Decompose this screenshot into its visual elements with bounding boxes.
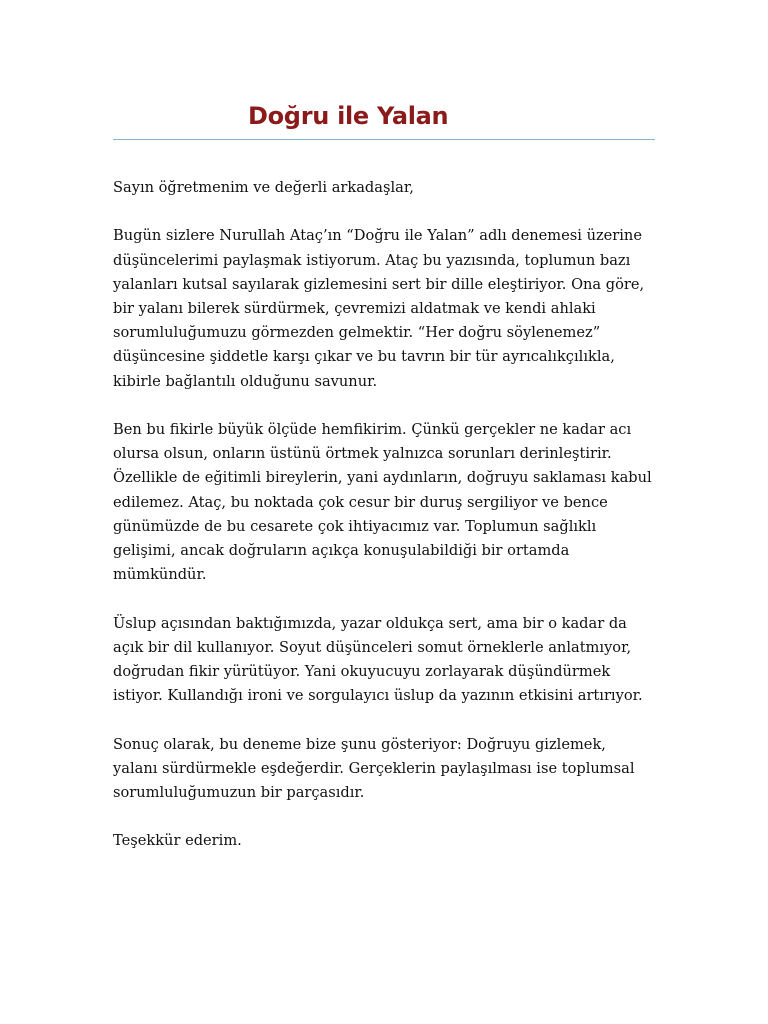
document-body: [113, 176, 661, 878]
text-line: Teşekkür ederim.: [113, 832, 242, 850]
text-line: yalanları kutsal sayılarak gizlemesini sert bir dille eleştiriyor. Ona göre,: [113, 275, 645, 293]
text-line: istiyor. Kullandığı ironi ve sorgulayıcı üslup da yazının etkisini artırıyor.: [113, 687, 643, 705]
text-line: bir yalanı bilerek sürdürmek, çevremizi aldatmak ve kendi ahlaki: [113, 300, 596, 317]
paragraph-greeting: [113, 176, 661, 200]
text-line: yalanı sürdürmekle eşdeğerdir. Gerçeklerin paylaşılması ise toplumsal: [113, 759, 635, 777]
text-line: edilemez. Ataç, bu noktada çok cesur bir duruş sergiliyor ve bence: [113, 493, 608, 511]
paragraph-introduction: [113, 224, 661, 393]
paragraph-closing: [113, 829, 661, 853]
text-line: günümüzde de bu cesarete çok ihtiyacımız var. Toplumun sağlıklı: [113, 517, 597, 535]
text-line: gelişimi, ancak doğruların açıkça konuşulabildiği bir ortamda: [113, 542, 570, 560]
document-title: Doğru ile Yalan: [248, 102, 449, 130]
paragraph-conclusion: [113, 733, 661, 806]
text-line: Üslup açısından baktığımızda, yazar oldukça sert, ama bir o kadar da: [113, 614, 627, 632]
paragraph-style: [113, 612, 661, 709]
text-line: olursa olsun, onların üstünü örtmek yalnızca sorunları derinleştirir.: [113, 445, 612, 463]
text-line: Bugün sizlere Nurullah Ataç’ın “Doğru ile Yalan” adlı denemesi üzerine: [113, 227, 642, 245]
text-line: Sonuç olarak, bu deneme bize şunu gösteriyor: Doğruyu gizlemek,: [113, 735, 606, 753]
text-line: sorumluluğumuzun bir parçasıdır.: [113, 784, 365, 802]
text-line: sorumluluğumuzu görmezden gelmektir. “Her doğru söylenemez”: [113, 324, 601, 342]
text-line: Ben bu fikirle büyük ölçüde hemfikirim. Çünkü gerçekler ne kadar acı: [113, 421, 632, 438]
text-line: doğrudan fikir yürütüyor. Yani okuyucuyu zorlayarak düşündürmek: [113, 663, 611, 681]
text-line: mümkündür.: [113, 566, 207, 584]
paragraph-opinion: [113, 418, 661, 587]
text-line: Sayın öğretmenim ve değerli arkadaşlar,: [113, 179, 414, 196]
text-line: kibirle bağlantılı olduğunu savunur.: [113, 372, 378, 390]
text-line: açık bir dil kullanıyor. Soyut düşünceleri somut örneklerle anlatmıyor,: [113, 638, 632, 656]
title-underline-divider: [113, 139, 655, 140]
text-line: düşüncelerimi paylaşmak istiyorum. Ataç bu yazısında, toplumun bazı: [113, 251, 631, 269]
text-line: düşüncesine şiddetle karşı çıkar ve bu tavrın bir tür ayrıcalıkçılıkla,: [113, 348, 615, 366]
text-line: Özellikle de eğitimli bireylerin, yani aydınların, doğruyu saklaması kabul: [113, 469, 652, 487]
